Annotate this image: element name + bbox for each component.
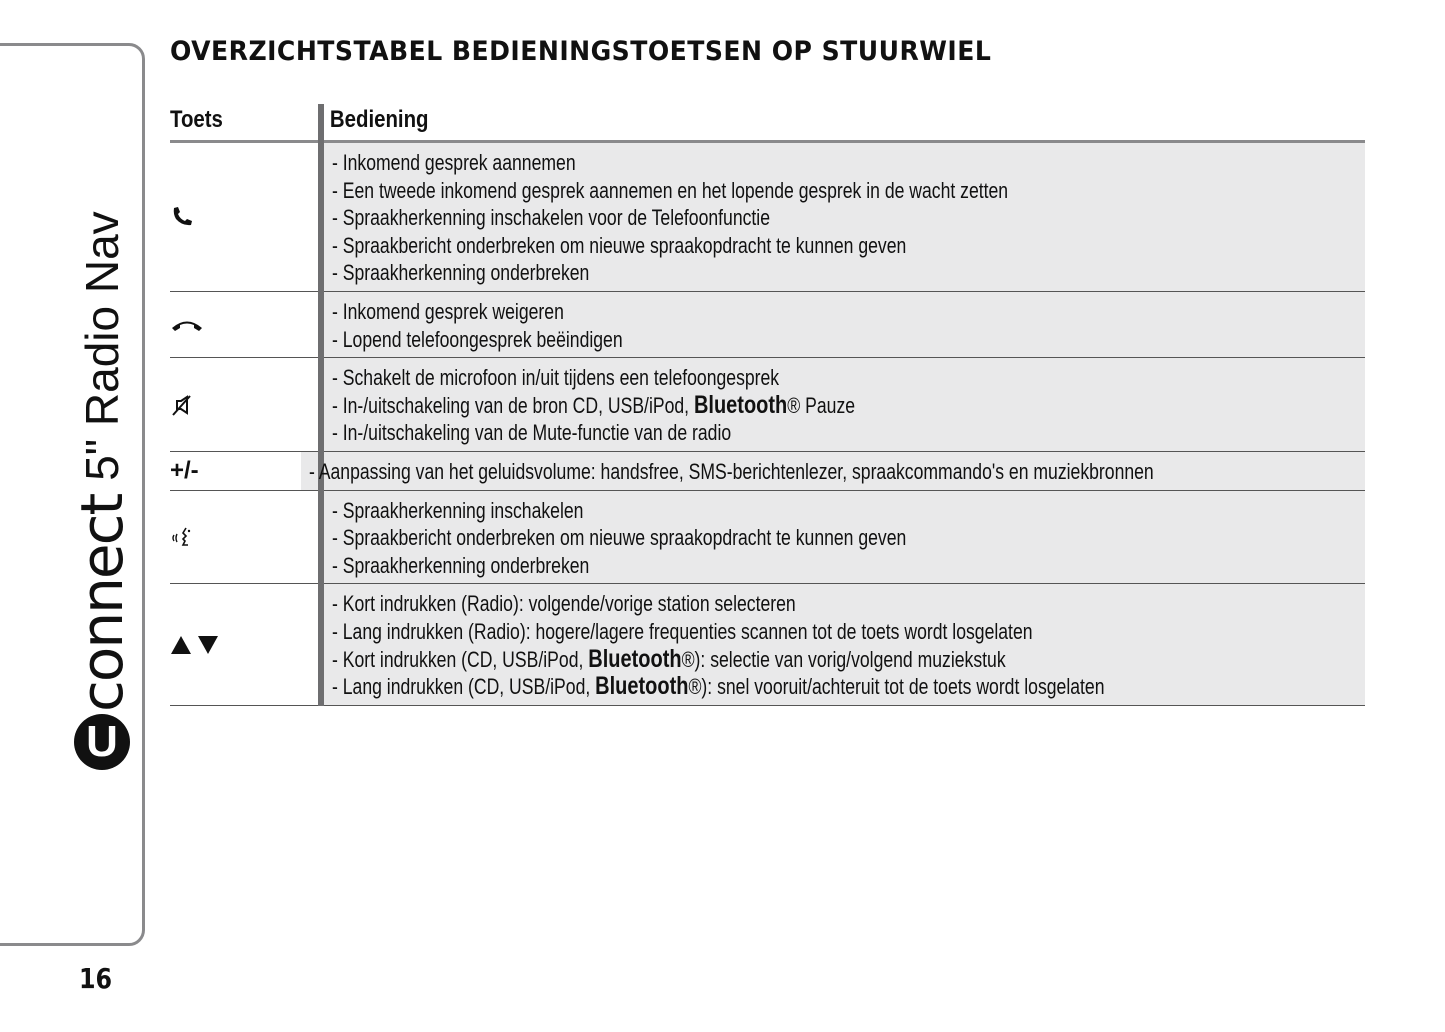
header-bediening: Bediening: [329, 106, 429, 133]
brand-name: Bluetooth: [588, 644, 682, 673]
description-line: [332, 298, 1158, 326]
line-text: - In-/uitschakeling van de bron CD, USB/iPod,: [332, 392, 694, 418]
table-header: [170, 104, 1365, 143]
line-text: - Schakelt de microfoon in/uit tijdens een telefoongesprek: [332, 365, 780, 391]
brand-name: Bluetooth: [693, 390, 788, 419]
controls-table: [170, 104, 1365, 706]
header-toets: Toets: [170, 106, 223, 133]
line-text: ®): snel vooruit/achteruit tot de toets wordt losgelaten: [688, 674, 1105, 700]
key-cell: [170, 452, 301, 490]
description-line: [332, 392, 1158, 420]
table-row: [170, 292, 1365, 358]
line-text: - Spraakherkenning onderbreken: [332, 260, 590, 286]
key-cell: [170, 143, 324, 291]
phone-hangup-icon: [170, 317, 204, 333]
line-text: - Lang indrukken (Radio): hogere/lagere frequenties scannen tot de toets wordt losgelaten: [332, 618, 1033, 644]
line-text: ® Pauze: [787, 392, 856, 418]
key-cell: [170, 584, 324, 704]
key-cell: [170, 358, 324, 451]
brand-name: Bluetooth: [595, 672, 689, 701]
key-cell: [170, 292, 324, 357]
mute-icon: [170, 393, 194, 417]
description-line: [332, 524, 1158, 552]
page-title: OVERZICHTSTABEL BEDIENINGSTOETSEN OP STUURWIEL: [170, 36, 992, 67]
line-text: - In-/uitschakeling van de Mute-functie van de radio: [332, 420, 732, 446]
uconnect-logo-word: connect: [68, 494, 136, 712]
up-down-arrows-icon: [170, 635, 220, 655]
description-line: [332, 497, 1158, 525]
line-text: - Spraakbericht onderbreken om nieuwe spraakopdracht te kunnen geven: [332, 525, 907, 551]
description-line: [332, 552, 1158, 580]
description-line: [332, 590, 1158, 618]
voice-command-icon: [170, 525, 194, 549]
key-label: +/-: [170, 456, 199, 484]
key-cell: [170, 491, 324, 584]
description-line: [309, 458, 1154, 486]
line-text: - Spraakbericht onderbreken om nieuwe spraakopdracht te kunnen geven: [332, 232, 907, 258]
description-line: [332, 326, 1158, 354]
table-row: [170, 358, 1365, 452]
description-line: [332, 177, 1158, 205]
line-text: - Lopend telefoongesprek beëindigen: [332, 326, 623, 352]
line-text: - Aanpassing van het geluidsvolume: handsfree, SMS-berichtenlezer, spraakcommando's en muziekbronnen: [309, 458, 1154, 484]
description-line: [332, 149, 1158, 177]
line-text: - Spraakherkenning onderbreken: [332, 552, 590, 578]
line-text: - Een tweede inkomend gesprek aannemen en het lopende gesprek in de wacht zetten: [332, 177, 1009, 203]
description-line: [332, 419, 1158, 447]
description-line: [332, 204, 1158, 232]
table-row: [170, 584, 1365, 705]
description-line: [332, 673, 1158, 701]
description-line: [332, 618, 1158, 646]
uconnect-logo-icon: U: [74, 714, 130, 770]
line-text: ®): selectie van vorig/volgend muziekstuk: [681, 646, 1006, 672]
line-text: - Kort indrukken (Radio): volgende/vorige station selecteren: [332, 591, 796, 617]
line-text: - Inkomend gesprek aannemen: [332, 150, 576, 175]
description-cell: [324, 292, 1365, 357]
sidebar-branding: [68, 211, 136, 770]
description-cell: [301, 452, 1365, 490]
page-number: 16: [79, 962, 113, 995]
table-row: [170, 491, 1365, 585]
table-row: [170, 452, 1365, 491]
sidebar-title: 5" Radio Nav: [76, 211, 128, 481]
description-cell: [324, 491, 1365, 584]
description-line: [332, 232, 1158, 260]
column-separator: [318, 104, 324, 706]
line-text: - Lang indrukken (CD, USB/iPod,: [332, 674, 596, 700]
line-text: - Spraakherkenning inschakelen voor de Telefoonfunctie: [332, 205, 771, 231]
phone-answer-icon: [170, 205, 194, 229]
description-line: [332, 259, 1158, 287]
description-cell: [324, 358, 1365, 451]
line-text: - Kort indrukken (CD, USB/iPod,: [332, 646, 589, 672]
description-line: [332, 646, 1158, 674]
description-cell: [324, 143, 1365, 291]
line-text: - Spraakherkenning inschakelen: [332, 497, 584, 523]
line-text: - Inkomend gesprek weigeren: [332, 298, 564, 324]
description-line: [332, 364, 1158, 392]
table-row: [170, 143, 1365, 292]
description-cell: [324, 584, 1365, 704]
